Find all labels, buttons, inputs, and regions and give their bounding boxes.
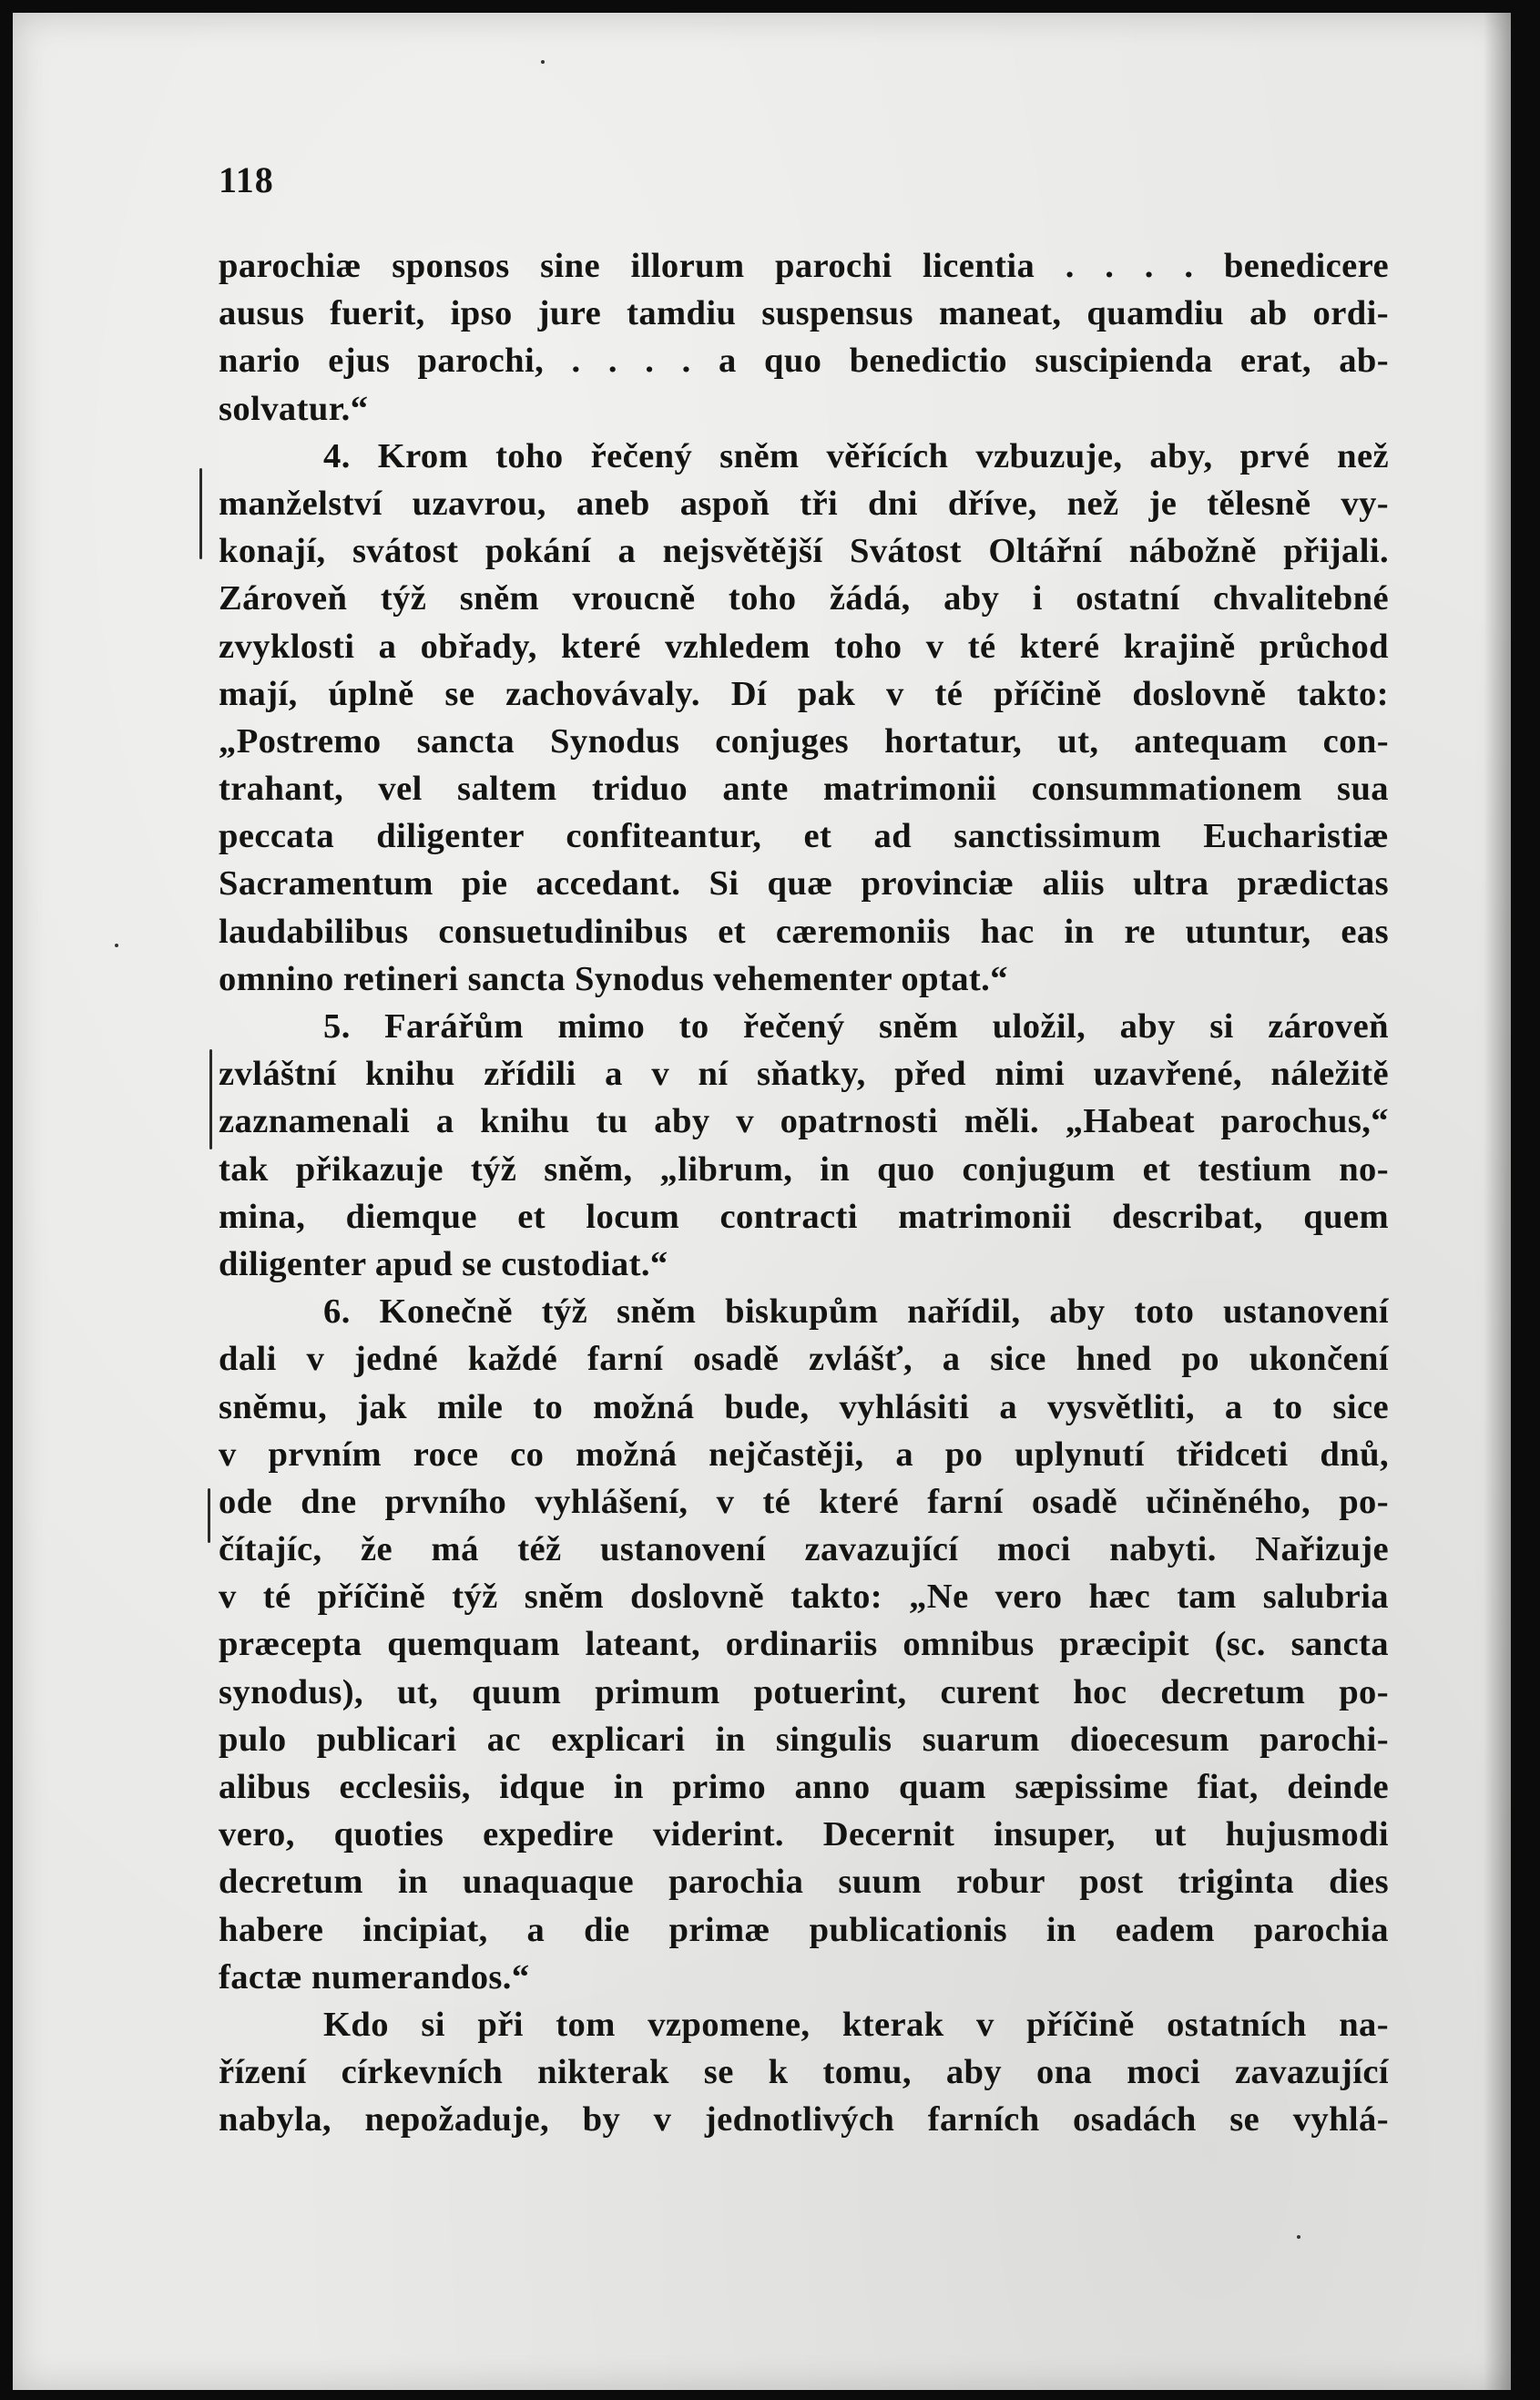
text-line: ausus fuerit, ipso jure tamdiu suspensus maneat, quamdiu ab ordi- xyxy=(219,294,1389,333)
text-line: manželství uzavrou, aneb aspoň tři dni dříve, než je tělesně vy- xyxy=(219,484,1389,523)
text-line: Zároveň týž sněm vroucně toho žádá, aby i ostatní chvalitebné xyxy=(219,579,1389,618)
paper-speck xyxy=(541,60,545,64)
text-line: pulo publicari ac explicari in singulis suarum dioecesum parochi- xyxy=(219,1720,1389,1759)
text-line: v prvním roce co možná nejčastěji, a po uplynutí třidceti dnů, xyxy=(219,1435,1389,1474)
text-line: diligenter apud se custodiat.“ xyxy=(219,1244,668,1283)
text-line: řízení církevních nikterak se k tomu, aby ona moci zavazující xyxy=(219,2053,1389,2092)
text-line: zvláštní knihu zřídili a v ní sňatky, před nimi uzavřené, náležitě xyxy=(219,1055,1389,1094)
paragraph-start-6: 6. Konečně týž sněm biskupům nařídil, aby toto ustanovení xyxy=(323,1292,1389,1332)
body-text xyxy=(219,242,1389,2144)
text-line: konají, svátost pokání a nejsvětější Svátost Oltářní nábožně přijali. xyxy=(219,532,1389,571)
text-line: nario ejus parochi, . . . . a quo benedictio suscipienda erat, ab- xyxy=(219,342,1389,381)
text-line: dali v jedné každé farní osadě zvlášť, a sice hned po ukončení xyxy=(219,1340,1389,1379)
text-line: laudabilibus consuetudinibus et cæremoniis hac in re utuntur, eas xyxy=(219,912,1389,951)
text-line: trahant, vel saltem triduo ante matrimonii consummationem sua xyxy=(219,770,1389,809)
text-line: čítajíc, že má též ustanovení zavazující moci nabyti. Nařizuje xyxy=(219,1530,1389,1569)
text-line: habere incipiat, a die primæ publicationis in eadem parochia xyxy=(219,1910,1389,1949)
text-line: sněmu, jak mile to možná bude, vyhlásiti a vysvětliti, a to sice xyxy=(219,1387,1389,1426)
text-line: omnino retineri sancta Synodus vehementer optat.“ xyxy=(219,959,1008,998)
text-line: v té příčině týž sněm doslovně takto: „Ne vero hæc tam salubria xyxy=(219,1578,1389,1617)
paragraph-start-4: 4. Krom toho řečený sněm věřících vzbuzuje, aby, prvé než xyxy=(323,436,1389,475)
paragraph-start-5: 5. Farářům mimo to řečený sněm uložil, aby si zároveň xyxy=(323,1007,1389,1046)
text-line: præcepta quemquam lateant, ordinariis omnibus præcipit (sc. sancta xyxy=(219,1625,1389,1664)
text-line: parochiæ sponsos sine illorum parochi licentia . . . . benedicere xyxy=(219,247,1389,285)
text-line: ode dne prvního vyhlášení, v té které farní osadě učiněného, po- xyxy=(219,1482,1389,1521)
text-line: zaznamenali a knihu tu aby v opatrnosti měli. „Habeat parochus,“ xyxy=(219,1102,1389,1141)
paper-speck xyxy=(1297,2235,1300,2239)
text-line: nabyla, nepožaduje, by v jednotlivých farních osadách se vyhlá- xyxy=(219,2100,1389,2140)
text-line: alibus ecclesiis, idque in primo anno quam sæpissime fiat, deinde xyxy=(219,1768,1389,1806)
text-line: synodus), ut, quum primum potuerint, curent hoc decretum po- xyxy=(219,1672,1389,1711)
page-number: 118 xyxy=(219,159,274,200)
paper-speck xyxy=(115,944,118,947)
text-line: Sacramentum pie accedant. Si quæ provinciæ aliis ultra prædictas xyxy=(219,864,1389,904)
text-line: tak přikazuje týž sněm, „librum, in quo conjugum et testium no- xyxy=(219,1149,1389,1189)
text-line: factæ numerandos.“ xyxy=(219,1957,530,1997)
text-line: vero, quoties expedire viderint. Decernit insuper, ut hujusmodi xyxy=(219,1815,1389,1854)
text-line: decretum in unaquaque parochia suum robur post triginta dies xyxy=(219,1863,1389,1902)
margin-pencil-mark xyxy=(209,1049,212,1149)
paragraph-start-closing: Kdo si při tom vzpomene, kterak v příčině ostatních na- xyxy=(323,2005,1389,2044)
text-line: peccata diligenter confiteantur, et ad sanctissimum Eucharistiæ xyxy=(219,817,1389,856)
text-line: zvyklosti a obřady, které vzhledem toho v té které krajině průchod xyxy=(219,627,1389,666)
text-line: „Postremo sancta Synodus conjuges hortatur, ut, antequam con- xyxy=(219,721,1389,761)
text-line: solvatur.“ xyxy=(219,389,369,428)
margin-pencil-mark xyxy=(199,468,202,559)
page-edge-shadow xyxy=(1484,13,1511,2390)
book-page xyxy=(13,13,1511,2390)
text-line: mají, úplně se zachovávaly. Dí pak v té příčině doslovně takto: xyxy=(219,674,1389,713)
text-line: mina, diemque et locum contracti matrimonii describat, quem xyxy=(219,1197,1389,1236)
margin-pencil-mark xyxy=(208,1488,210,1543)
